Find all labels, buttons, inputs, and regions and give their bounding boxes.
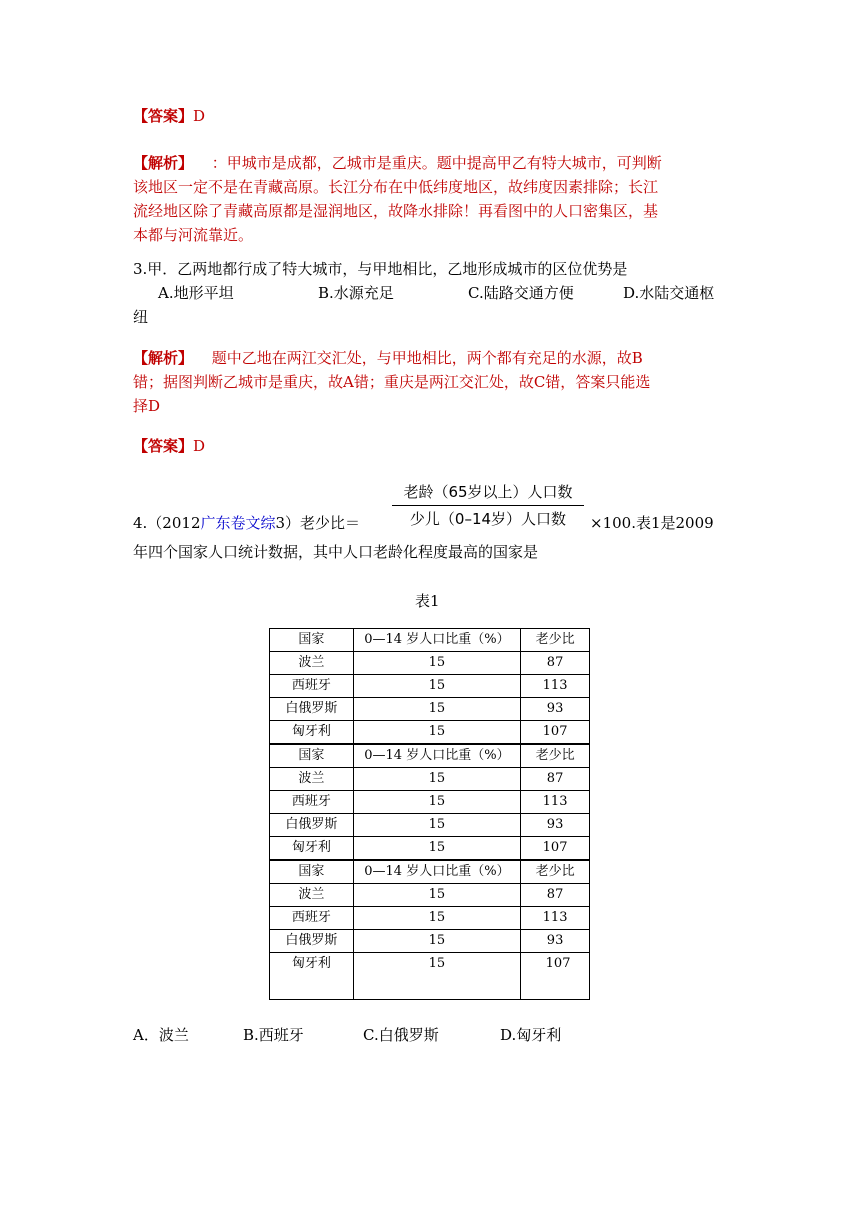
table-cell-ratio: 113 — [521, 791, 590, 814]
table-cell-share: 15 — [353, 698, 520, 721]
table-caption: 表1 — [415, 592, 440, 610]
table-cell-country: 匈牙利 — [270, 837, 354, 861]
table-cell-share: 15 — [353, 837, 520, 861]
analysis-2 — [133, 346, 731, 418]
answer-value: D — [193, 107, 206, 125]
table-row — [270, 884, 590, 907]
q3-option-c: C.陆路交通方便 — [468, 284, 574, 302]
table-cell-ratio: 87 — [521, 768, 590, 791]
q4-option-c: C.白俄罗斯 — [363, 1026, 439, 1044]
table-cell-ratio: 93 — [521, 930, 590, 953]
q4-prefix: 4.（2012 — [133, 514, 201, 532]
table-row — [270, 652, 590, 675]
population-table — [269, 628, 590, 1000]
table-row — [270, 837, 590, 861]
table-cell-ratio: 87 — [521, 884, 590, 907]
table-cell-ratio: 107 — [521, 953, 590, 1000]
q4-after-fraction: ×100.表1是2009 — [590, 514, 714, 532]
table-cell-share: 0—14 岁人口比重（%） — [353, 860, 520, 884]
table-cell-ratio: 老少比 — [521, 860, 590, 884]
table-cell-country: 匈牙利 — [270, 721, 354, 745]
fraction-denominator: 少儿（0–14岁）人口数 — [409, 510, 567, 528]
question-4-line-1 — [133, 512, 360, 534]
analysis-line: 择D — [133, 397, 161, 415]
table-cell-share: 0—14 岁人口比重（%） — [353, 744, 520, 768]
fraction-bar — [392, 505, 584, 506]
table-row — [270, 930, 590, 953]
analysis-line: ：甲城市是成都，乙城市是重庆。题中提高甲乙有特大城市，可判断 — [207, 154, 662, 172]
answer-1 — [133, 105, 205, 127]
table-cell-ratio: 93 — [521, 698, 590, 721]
table-cell-share: 15 — [353, 652, 520, 675]
answer-value: D — [193, 437, 206, 455]
table-cell-share: 15 — [353, 791, 520, 814]
fraction-numerator: 老龄（65岁以上）人口数 — [403, 483, 573, 501]
q4-suffix: 3）老少比＝ — [275, 514, 361, 532]
table-cell-country: 白俄罗斯 — [270, 930, 354, 953]
table-cell-ratio: 老少比 — [521, 744, 590, 768]
table-row — [270, 698, 590, 721]
table-cell-ratio: 87 — [521, 652, 590, 675]
table-cell-share: 15 — [353, 907, 520, 930]
q4-option-b: B.西班牙 — [243, 1026, 304, 1044]
table-cell-share: 15 — [353, 930, 520, 953]
table-row — [270, 860, 590, 884]
table-row — [270, 814, 590, 837]
analysis-1 — [133, 151, 731, 247]
table-row — [270, 744, 590, 768]
q3-option-d: D.水陆交通枢 — [623, 284, 715, 302]
q4-option-d: D.匈牙利 — [500, 1026, 562, 1044]
q3-option-d-wrap: 纽 — [133, 308, 149, 326]
answer-label: 【答案】 — [133, 437, 194, 455]
table-cell-ratio: 113 — [521, 675, 590, 698]
answer-label: 【答案】 — [133, 107, 194, 125]
table-cell-ratio: 113 — [521, 907, 590, 930]
table-row — [270, 675, 590, 698]
table-cell-ratio: 107 — [521, 721, 590, 745]
answer-2 — [133, 435, 205, 457]
table-cell-ratio: 107 — [521, 837, 590, 861]
table-cell-share: 15 — [353, 814, 520, 837]
table-row — [270, 791, 590, 814]
table-cell-country: 波兰 — [270, 652, 354, 675]
table-row — [270, 721, 590, 745]
table-row — [270, 768, 590, 791]
table-cell-country: 国家 — [270, 629, 354, 652]
table-cell-share: 15 — [353, 884, 520, 907]
table-cell-ratio: 93 — [521, 814, 590, 837]
table-row — [270, 907, 590, 930]
q4-source-link[interactable]: 广东卷文综 — [200, 514, 276, 532]
q4-option-a: A．波兰 — [133, 1026, 189, 1044]
table-cell-country: 匈牙利 — [270, 953, 354, 1000]
table-cell-country: 波兰 — [270, 884, 354, 907]
analysis-line: 该地区一定不是在青藏高原。长江分布在中低纬度地区，故纬度因素排除；长江 — [133, 178, 659, 196]
analysis-label: 【解析】 — [133, 349, 194, 367]
question-3-stem: 3.甲．乙两地都行成了特大城市，与甲地相比，乙地形成城市的区位优势是 — [133, 260, 628, 278]
table-cell-country: 国家 — [270, 860, 354, 884]
table-cell-country: 西班牙 — [270, 907, 354, 930]
table-cell-share: 15 — [353, 675, 520, 698]
analysis-line: 题中乙地在两江交汇处，与甲地相比，两个都有充足的水源，故B — [207, 349, 643, 367]
table-cell-country: 西班牙 — [270, 675, 354, 698]
table-cell-country: 西班牙 — [270, 791, 354, 814]
table-cell-country: 白俄罗斯 — [270, 814, 354, 837]
table-cell-ratio: 老少比 — [521, 629, 590, 652]
analysis-label: 【解析】 — [133, 154, 194, 172]
question-4-line-2: 年四个国家人口统计数据，其中人口老龄化程度最高的国家是 — [133, 543, 539, 561]
table-cell-country: 白俄罗斯 — [270, 698, 354, 721]
q3-option-b: B.水源充足 — [318, 284, 394, 302]
table-cell-country: 波兰 — [270, 768, 354, 791]
table-cell-country: 国家 — [270, 744, 354, 768]
q3-option-a: A.地形平坦 — [158, 284, 234, 302]
table-row — [270, 629, 590, 652]
table-cell-share: 0—14 岁人口比重（%） — [353, 629, 520, 652]
analysis-line: 流经地区除了青藏高原都是湿润地区，故降水排除！再看图中的人口密集区，基 — [133, 202, 659, 220]
table-cell-share: 15 — [353, 721, 520, 745]
table-cell-share: 15 — [353, 768, 520, 791]
table-cell-share: 15 — [353, 953, 520, 1000]
ratio-fraction — [392, 482, 584, 529]
analysis-line: 本都与河流靠近。 — [133, 226, 254, 244]
table-row — [270, 953, 590, 1000]
analysis-line: 错；据图判断乙城市是重庆，故A错；重庆是两江交汇处，故C错，答案只能选 — [133, 373, 651, 391]
